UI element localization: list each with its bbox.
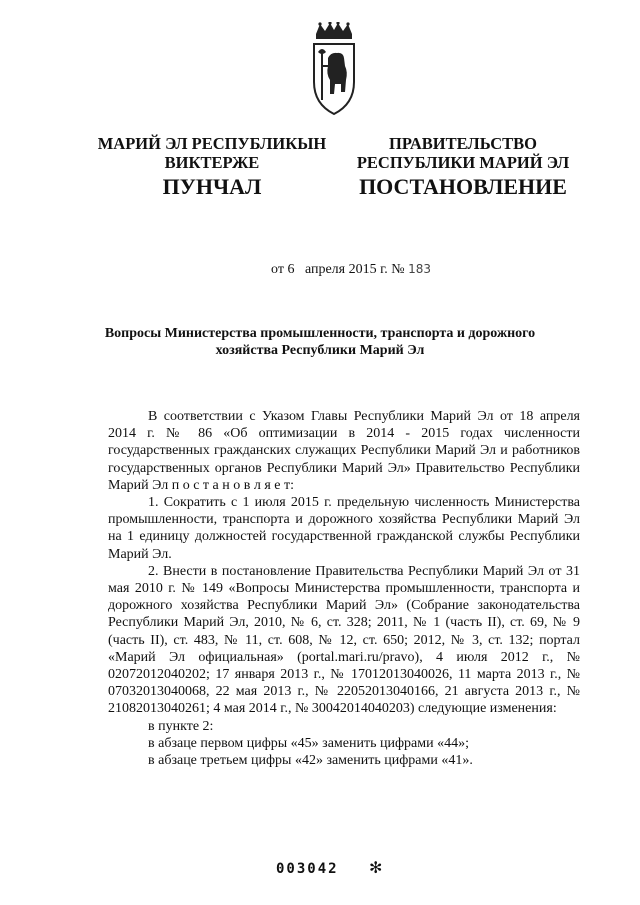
header-left [96, 134, 328, 172]
document-body [108, 408, 580, 769]
document-date [0, 262, 640, 278]
preamble-paragraph [108, 408, 580, 494]
date-prefix: от [271, 262, 284, 277]
title-line2: хозяйства Республики Марий Эл [215, 343, 425, 358]
header-left-line2: ВИКТЕРЖЕ [164, 153, 260, 172]
title-line1: Вопросы Министерства промышленности, транспорта и дорожного [104, 326, 536, 341]
postanovlyaet: п о с т а н о в л я е т: [171, 477, 294, 493]
header-left-line1: МАРИЙ ЭЛ РЕСПУБЛИКЫН [97, 134, 327, 153]
document-number: 183 [408, 262, 432, 276]
date-text: апреля 2015 г. № [304, 262, 405, 277]
coat-of-arms-icon [308, 22, 360, 118]
item-1: 1. Сократить с 1 июля 2015 г. предельную численность Министерства промышленности, транспорта и дорожного хозяйства Республики Марий Эл на 1 единицу должностей государственной гражданской службы Республики Марий Эл. [108, 495, 580, 562]
doc-type-russian: ПОСТАНОВЛЕНИЕ [359, 174, 567, 199]
header-right [352, 134, 574, 172]
footer-serial [276, 858, 384, 877]
footer-mark: ✻ [369, 858, 385, 877]
serial-number: 003042 [276, 861, 339, 877]
item-2: 2. Внести в постановление Правительства Республики Марий Эл от 31 мая 2010 г. № 149 «Вопросы Министерства промышленности, транспорта и дорожного хозяйства Республики Марий Эл» (Собрание законодательства Республики Марий Эл, 2010, № 6, ст. 328; 2011, № 1 (часть II), ст. 69, № 9 (часть II), ст. 483, № 11, ст. 608, № 12, ст. 650; 2012, № 3, ст. 132; портал «Марий Эл официальная» (portal.mari.ru/pravo), 4 июля 2012 г., № 02072012040202; 17 января 2013 г., № 17012013040026, 11 марта 2013 г., № 07032013040068, 22 мая 2013 г., № 22052013040166, 21 августа 2013 г., № 21082013040261; 4 мая 2014 г., № 30042014040203) следующие изменения: [108, 563, 580, 717]
sub-point: в пункте 2: [148, 718, 214, 734]
doc-type-mari: ПУНЧАЛ [162, 174, 262, 199]
header-right-line1: ПРАВИТЕЛЬСТВО [389, 134, 537, 153]
header-right-line2: РЕСПУБЛИКИ МАРИЙ ЭЛ [356, 153, 570, 172]
change-2: в абзаце третьем цифры «42» заменить цифрами «41». [148, 753, 473, 769]
preamble-text: В соответствии с Указом Главы Республики Марий Эл от 18 апреля 2014 г. № 86 «Об оптимизации в 2014 - 2015 годах численности государственных гражданских служащих Республики Марий Эл и работников государственных органов Республики Марий Эл» Правительство Республики Марий Эл [108, 409, 580, 493]
document-title [90, 325, 550, 359]
date-day: 6 [287, 262, 295, 277]
change-1: в абзаце первом цифры «45» заменить цифрами «44»; [148, 735, 469, 751]
